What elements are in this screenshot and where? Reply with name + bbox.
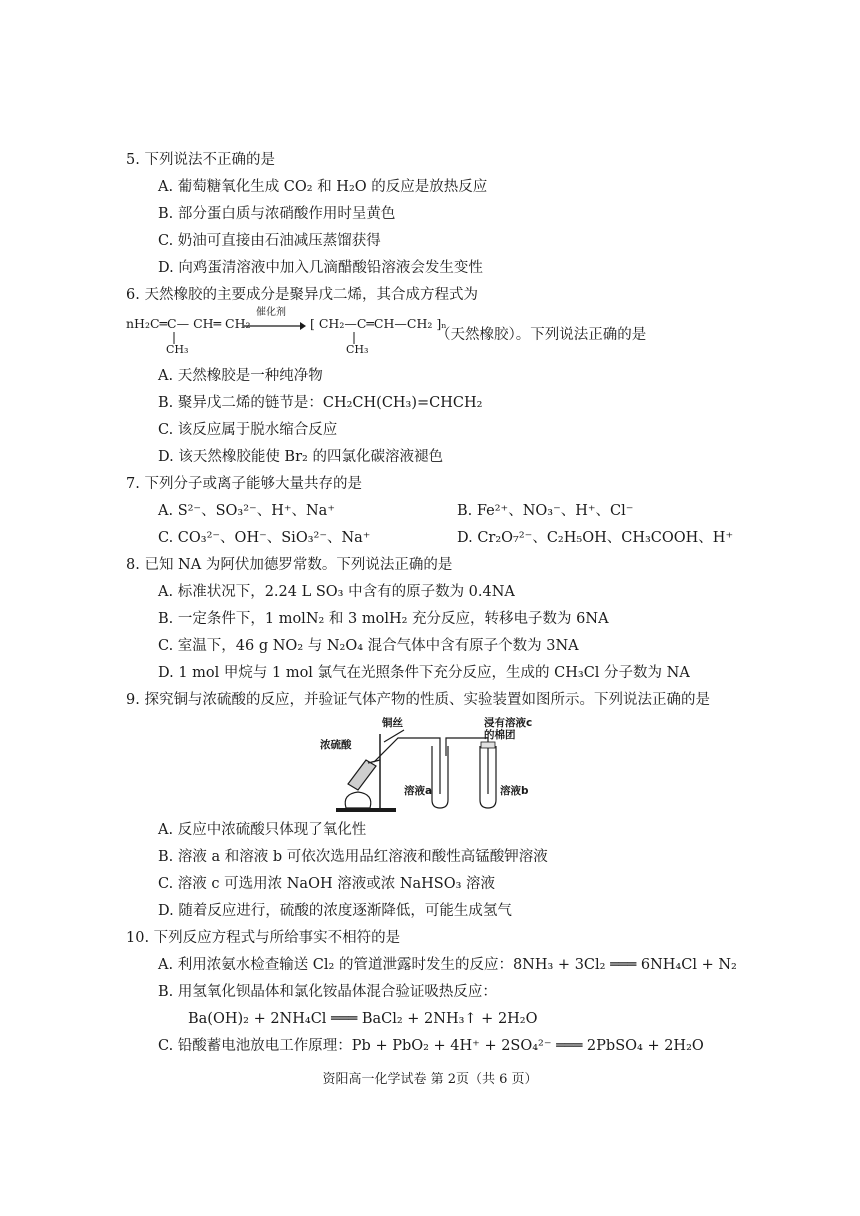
q7-option-d: D. Cr₂O₇²⁻、C₂H₅OH、CH₃COOH、H⁺ [457, 530, 734, 546]
q10-option-b: B. 用氢氧化钡晶体和氯化铵晶体混合验证吸热反应： [158, 984, 497, 1000]
q8-option-d: D. 1 mol 甲烷与 1 mol 氯气在光照条件下充分反应，生成的 CH₃Cl 分子数为 NA [158, 665, 690, 681]
eq-product: [ CH₂—C═CH—CH₂ ]ₙ [310, 316, 447, 331]
q10-option-c: C. 铅酸蓄电池放电工作原理：Pb + PbO₂ + 4H⁺ + 2SO₄²⁻ ═══ 2PbSO₄ + 2H₂O [158, 1038, 704, 1054]
q6-option-d: D. 该天然橡胶能使 Br₂ 的四氯化碳溶液褪色 [158, 449, 443, 465]
q5-option-a: A. 葡萄糖氧化生成 CO₂ 和 H₂O 的反应是放热反应 [158, 179, 488, 195]
q9-apparatus-diagram [318, 716, 548, 816]
q5-option-c: C. 奶油可直接由石油减压蒸馏获得 [158, 233, 381, 249]
q10-stem: 10. 下列反应方程式与所给事实不相符的是 [126, 930, 401, 946]
eq-methyl-left: CH₃ [166, 343, 189, 356]
q9-option-b: B. 溶液 a 和溶液 b 可依次选用品红溶液和酸性高锰酸钾溶液 [158, 849, 548, 865]
q6-option-a: A. 天然橡胶是一种纯净物 [158, 368, 323, 384]
q9-stem: 9. 探究铜与浓硫酸的反应，并验证气体产物的性质、实验装置如图所示。下列说法正确的是 [126, 692, 710, 708]
label-solution-b: 溶液b [500, 785, 529, 797]
eq-reactant: nH₂C═C— CH═ CH₂ [126, 316, 251, 331]
q7-option-c: C. CO₃²⁻、OH⁻、SiO₃²⁻、Na⁺ [158, 530, 371, 546]
reaction-tube-icon [348, 760, 376, 790]
copper-wire-icon [384, 730, 404, 742]
q10-option-b-equation: Ba(OH)₂ + 2NH₄Cl ═══ BaCl₂ + 2NH₃↑ + 2H₂O [188, 1011, 538, 1027]
q5-stem: 5. 下列说法不正确的是 [126, 152, 275, 168]
q9-option-c: C. 溶液 c 可选用浓 NaOH 溶液或浓 NaHSO₃ 溶液 [158, 876, 496, 892]
q5-option-b: B. 部分蛋白质与浓硝酸作用时呈黄色 [158, 206, 396, 222]
q6-option-c: C. 该反应属于脱水缩合反应 [158, 422, 338, 438]
eq-catalyst-label: 催化剂 [256, 307, 286, 318]
eq-arrow-icon [244, 322, 306, 330]
lamp-icon [345, 792, 371, 808]
page-footer: 资阳高一化学试卷 第 2页（共 6 页） [322, 1072, 538, 1087]
q9-option-d: D. 随着反应进行，硫酸的浓度逐渐降低，可能生成氢气 [158, 903, 512, 919]
label-solution-a: 溶液a [404, 785, 433, 797]
label-cotton-2: 的棉团 [484, 729, 516, 741]
q8-option-c: C. 室温下，46 g NO₂ 与 N₂O₄ 混合气体中含有原子个数为 3NA [158, 638, 579, 654]
q7-option-a: A. S²⁻、SO₃²⁻、H⁺、Na⁺ [158, 503, 335, 519]
label-copper-wire: 铜丝 [382, 717, 403, 729]
q7-stem: 7. 下列分子或离子能够大量共存的是 [126, 476, 362, 492]
q6-polymerization-equation [126, 307, 686, 362]
cotton-icon [481, 742, 495, 748]
q5-option-d: D. 向鸡蛋清溶液中加入几滴醋酸铅溶液会发生变性 [158, 260, 483, 276]
q6-stem: 6. 天然橡胶的主要成分是聚异戊二烯，其合成方程式为 [126, 287, 478, 303]
eq-tail-text: （天然橡胶）。下列说法正确的是 [436, 327, 647, 343]
q10-option-a: A. 利用浓氨水检查输送 Cl₂ 的管道泄露时发生的反应：8NH₃ + 3Cl₂ ═══ 6NH₄Cl + N₂ [158, 957, 737, 973]
q8-option-b: B. 一定条件下，1 molN₂ 和 3 molH₂ 充分反应，转移电子数为 6NA [158, 611, 609, 627]
q8-stem: 8. 已知 NA 为阿伏加德罗常数。下列说法正确的是 [126, 557, 453, 573]
q9-option-a: A. 反应中浓硫酸只体现了氧化性 [158, 822, 367, 838]
eq-methyl-right: CH₃ [346, 343, 369, 356]
label-cotton-1: 浸有溶液c [484, 717, 533, 729]
q8-option-a: A. 标准状况下，2.24 L SO₃ 中含有的原子数为 0.4NA [158, 584, 515, 600]
q7-option-b: B. Fe²⁺、NO₃⁻、H⁺、Cl⁻ [457, 503, 634, 519]
q6-option-b: B. 聚异戊二烯的链节是：CH₂CH(CH₃)=CHCH₂ [158, 395, 483, 411]
label-conc-acid: 浓硫酸 [320, 739, 352, 751]
